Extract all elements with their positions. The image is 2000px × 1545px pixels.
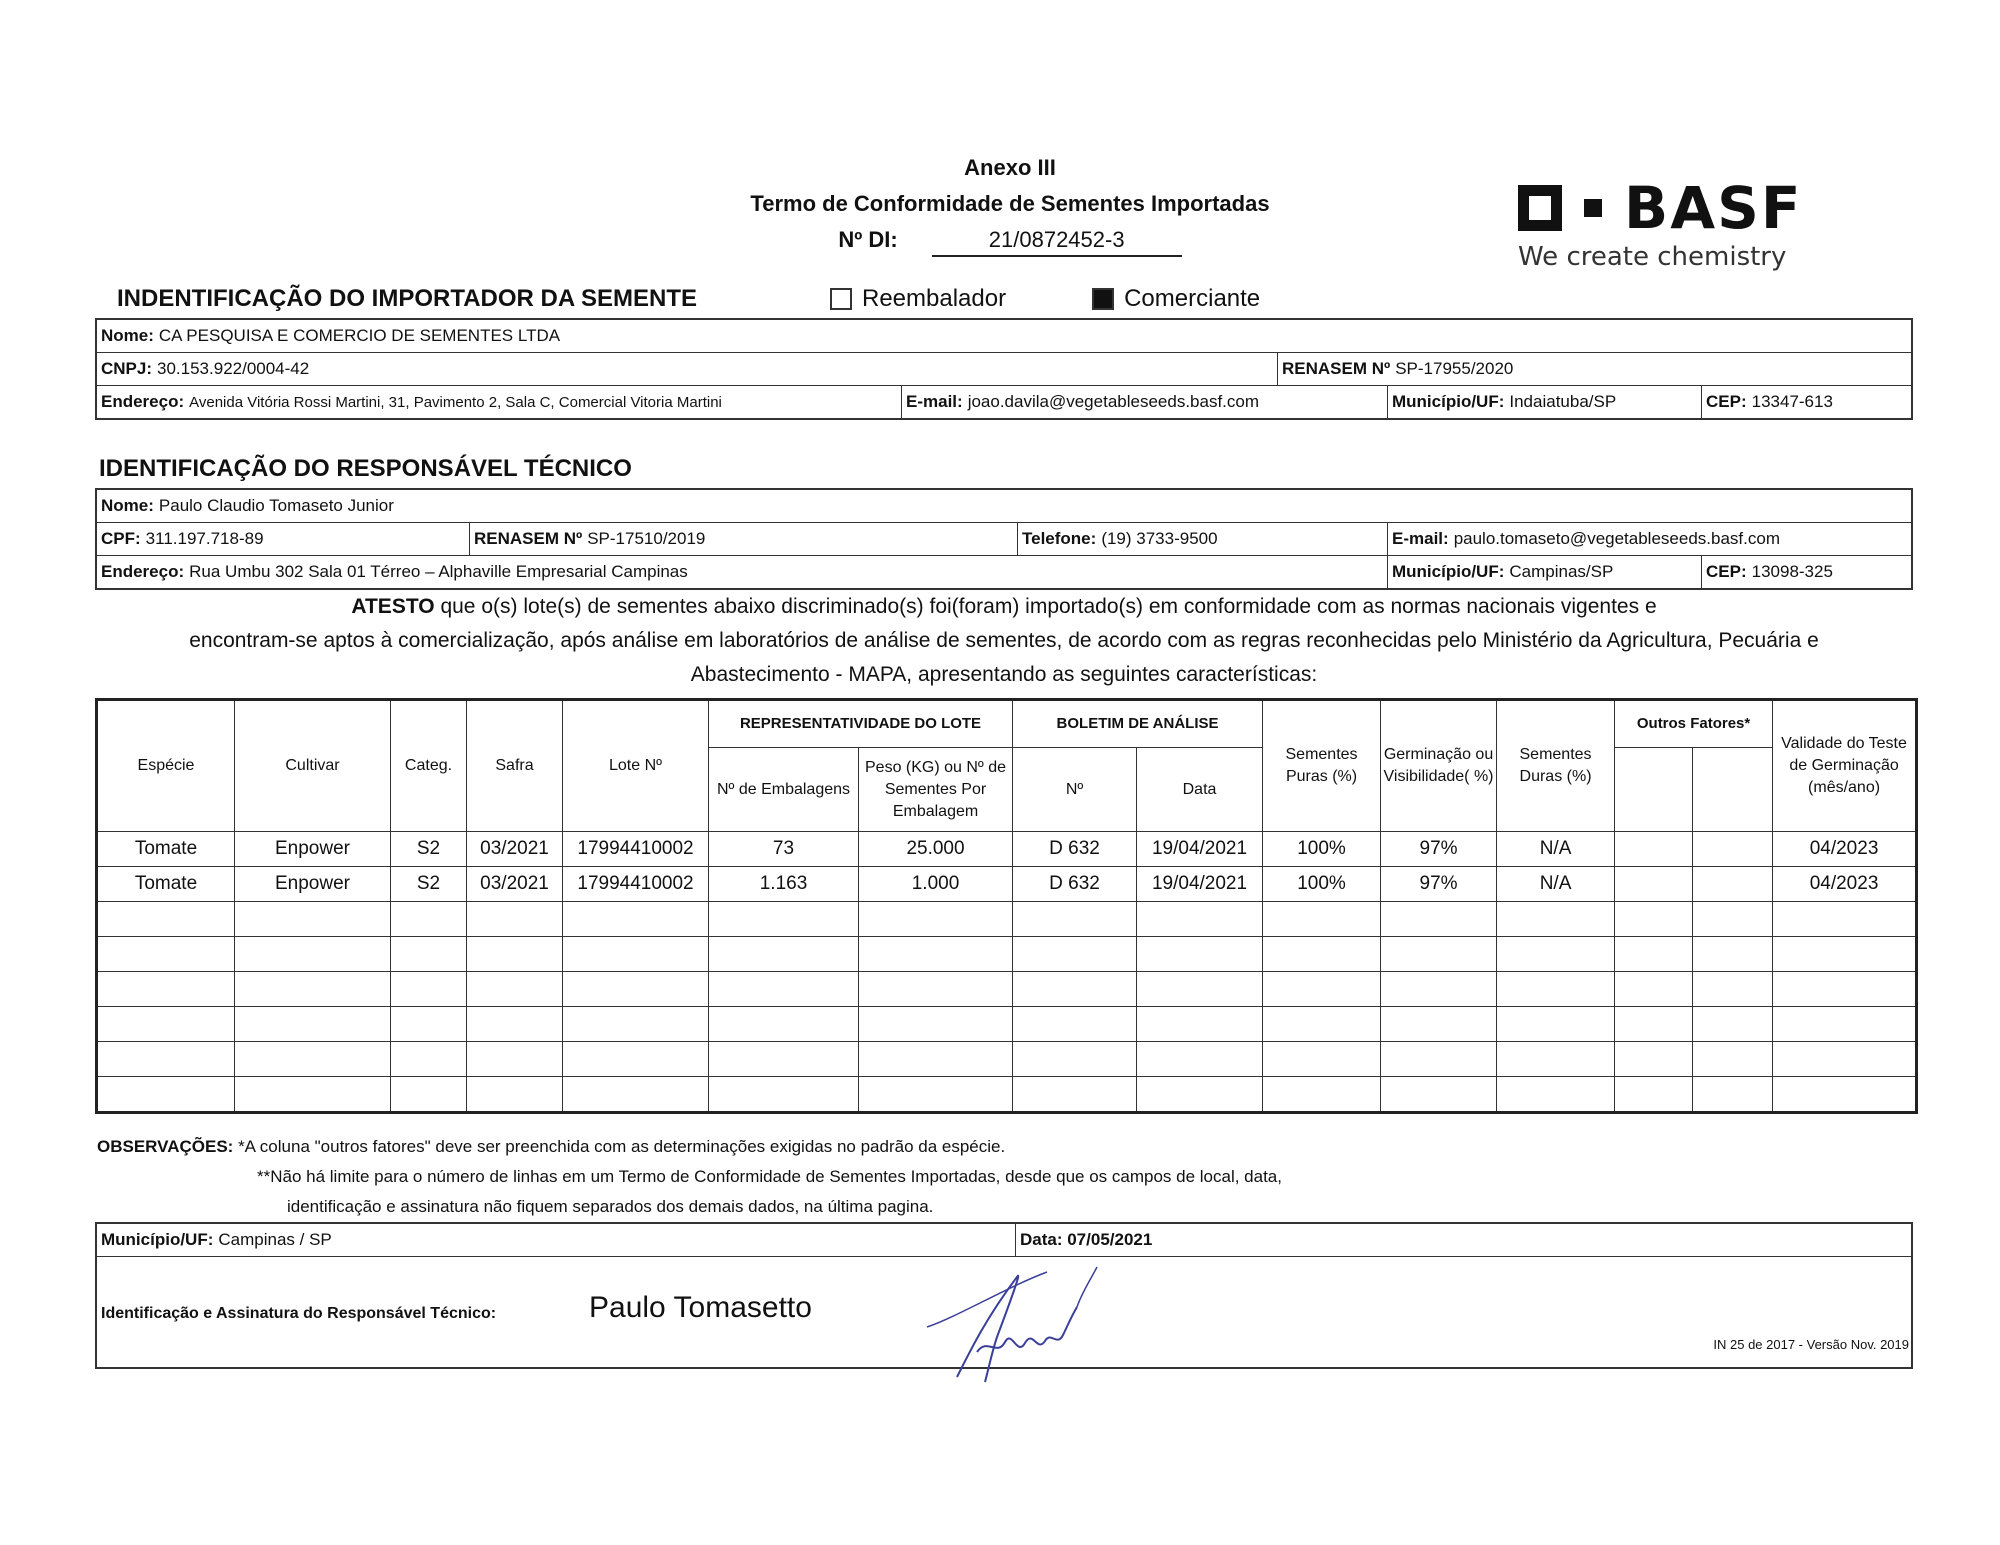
table-cell	[391, 1077, 467, 1113]
table-cell: 03/2021	[467, 832, 563, 867]
seed-lots-table	[95, 698, 1918, 1114]
responsible-address-row	[97, 556, 1911, 588]
table-cell	[1693, 972, 1773, 1007]
di-value: 21/0872452-3	[932, 225, 1182, 257]
table-cell	[1615, 867, 1693, 902]
table-cell: 1.163	[709, 867, 859, 902]
atesto-word: ATESTO	[351, 595, 435, 618]
basf-dash-icon	[1584, 199, 1602, 217]
table-cell	[1013, 1077, 1137, 1113]
checkbox-empty-icon[interactable]	[830, 288, 852, 310]
table-cell	[391, 937, 467, 972]
importer-cnpj-row	[97, 353, 1911, 386]
table-cell	[97, 1007, 235, 1042]
option-reembalador-label: Reembalador	[862, 285, 1007, 312]
table-cell: Tomate	[97, 867, 235, 902]
importer-section-title: INDENTIFICAÇÃO DO IMPORTADOR DA SEMENTE	[117, 285, 697, 312]
table-cell	[467, 972, 563, 1007]
table-cell	[235, 902, 391, 937]
responsible-contact-row	[97, 523, 1911, 556]
table-cell	[235, 972, 391, 1007]
table-cell	[467, 1077, 563, 1113]
table-cell: S2	[391, 832, 467, 867]
responsible-address-cell	[97, 556, 1387, 588]
table-cell	[1137, 972, 1263, 1007]
table-cell	[859, 1077, 1013, 1113]
responsible-name-label: Nome:	[101, 496, 154, 515]
table-cell	[859, 972, 1013, 1007]
table-cell	[1693, 902, 1773, 937]
table-cell	[1773, 1042, 1917, 1077]
table-row	[97, 937, 1917, 972]
importer-cep-cell	[1701, 386, 1911, 418]
annex-title: Anexo III	[964, 155, 1056, 180]
responsible-name-cell	[97, 490, 1911, 522]
table-cell	[1381, 972, 1497, 1007]
basf-square-icon	[1518, 185, 1562, 231]
col-validade: Validade do Teste de Germinação (mês/ano)	[1773, 700, 1917, 832]
table-cell	[235, 1042, 391, 1077]
table-cell	[97, 937, 235, 972]
responsible-email-cell	[1387, 523, 1911, 555]
di-label: Nº DI:	[838, 227, 898, 252]
table-cell	[391, 1042, 467, 1077]
table-cell	[1381, 1042, 1497, 1077]
handwritten-signature-icon	[917, 1257, 1117, 1397]
responsible-cpf-label: CPF:	[101, 529, 141, 548]
table-cell	[235, 1007, 391, 1042]
table-cell: D 632	[1013, 832, 1137, 867]
table-cell	[1615, 1007, 1693, 1042]
table-cell	[1693, 1042, 1773, 1077]
importer-form	[95, 318, 1913, 420]
observacoes	[97, 1132, 1282, 1222]
table-cell: 19/04/2021	[1137, 867, 1263, 902]
table-cell: N/A	[1497, 867, 1615, 902]
importer-cep-label: CEP:	[1706, 392, 1747, 411]
table-cell: 97%	[1381, 832, 1497, 867]
table-cell	[1263, 1077, 1381, 1113]
col-cultivar: Cultivar	[235, 700, 391, 832]
table-cell	[1263, 902, 1381, 937]
table-cell: 19/04/2021	[1137, 832, 1263, 867]
table-cell	[391, 902, 467, 937]
table-cell	[859, 1042, 1013, 1077]
table-cell	[709, 972, 859, 1007]
table-cell	[1615, 1077, 1693, 1113]
responsible-cpf-value: 311.197.718-89	[145, 529, 264, 548]
footer-municipio-value: Campinas / SP	[218, 1230, 332, 1249]
col-lote: Lote Nº	[563, 700, 709, 832]
importer-email-label: E-mail:	[906, 392, 963, 411]
importer-cnpj-label: CNPJ:	[101, 359, 153, 378]
table-cell	[1381, 1077, 1497, 1113]
table-row	[97, 972, 1917, 1007]
table-cell	[1497, 972, 1615, 1007]
footer-municipio-cell	[97, 1224, 1015, 1256]
document-header	[660, 150, 1360, 258]
col-group-representatividade: REPRESENTATIVIDADE DO LOTE	[709, 700, 1013, 748]
table-cell	[709, 1042, 859, 1077]
table-cell	[709, 1077, 859, 1113]
responsible-phone-cell	[1017, 523, 1387, 555]
importer-address-row	[97, 386, 1911, 418]
table-cell	[1497, 937, 1615, 972]
responsible-municipio-cell	[1387, 556, 1701, 588]
table-cell	[97, 972, 235, 1007]
table-cell	[1137, 1077, 1263, 1113]
col-embalagens: Nº de Embalagens	[709, 748, 859, 832]
table-cell	[1137, 1007, 1263, 1042]
table-cell	[709, 1007, 859, 1042]
col-outros-1	[1615, 748, 1693, 832]
table-cell	[859, 1007, 1013, 1042]
col-boletim-data: Data	[1137, 748, 1263, 832]
di-row	[660, 222, 1360, 258]
col-especie: Espécie	[97, 700, 235, 832]
importer-name-value: CA PESQUISA E COMERCIO DE SEMENTES LTDA	[158, 326, 561, 345]
table-cell: 1.000	[859, 867, 1013, 902]
table-cell	[1013, 972, 1137, 1007]
responsible-cep-label: CEP:	[1706, 562, 1747, 581]
table-cell	[1693, 1077, 1773, 1113]
importer-renasem-label: RENASEM Nº	[1282, 359, 1391, 378]
table-cell	[563, 1042, 709, 1077]
table-cell	[1773, 937, 1917, 972]
responsible-form	[95, 488, 1913, 590]
table-cell	[391, 972, 467, 1007]
obs-line-1-text: *A coluna "outros fatores" deve ser preenchida com as determinações exigidas no padrão da espécie.	[233, 1137, 1006, 1156]
table-cell	[1381, 1007, 1497, 1042]
importer-municipio-cell	[1387, 386, 1701, 418]
responsible-email-value: paulo.tomaseto@vegetableseeds.basf.com	[1453, 529, 1780, 548]
table-cell: Enpower	[235, 867, 391, 902]
option-reembalador[interactable]	[830, 285, 1006, 313]
responsible-email-label: E-mail:	[1392, 529, 1449, 548]
importer-municipio-value: Indaiatuba/SP	[1509, 392, 1617, 411]
table-cell	[1693, 867, 1773, 902]
table-cell	[1381, 937, 1497, 972]
importer-name-cell	[97, 320, 1911, 352]
responsible-address-value: Rua Umbu 302 Sala 01 Térreo – Alphaville Empresarial Campinas	[189, 562, 688, 581]
table-row	[97, 867, 1917, 902]
footer-municipio-label: Município/UF:	[101, 1230, 214, 1249]
option-comerciante[interactable]	[1092, 285, 1260, 313]
table-cell	[1615, 972, 1693, 1007]
atesto-line-2: encontram-se aptos à comercialização, após análise em laboratórios de análise de sementes, de acordo com as regras reconhecidas pelo Ministério da Agricultura, Pecuária e	[189, 629, 1819, 652]
importer-municipio-label: Município/UF:	[1392, 392, 1505, 411]
table-cell	[235, 937, 391, 972]
footer-location-row	[97, 1224, 1911, 1257]
table-cell	[1615, 902, 1693, 937]
importer-name-label: Nome:	[101, 326, 154, 345]
importer-email-value: joao.davila@vegetableseeds.basf.com	[967, 392, 1260, 411]
col-group-boletim: BOLETIM DE ANÁLISE	[1013, 700, 1263, 748]
obs-line-3: identificação e assinatura não fiquem separados dos demais dados, na última pagina.	[287, 1197, 934, 1216]
table-cell	[1263, 972, 1381, 1007]
table-cell	[1137, 937, 1263, 972]
table-row	[97, 832, 1917, 867]
table-cell	[467, 902, 563, 937]
atesto-line-1	[95, 590, 1913, 624]
signature-name: Paulo Tomasetto	[589, 1291, 812, 1324]
table-cell	[97, 1042, 235, 1077]
checkbox-checked-icon[interactable]	[1092, 288, 1114, 310]
importer-email-cell	[901, 386, 1387, 418]
col-group-outros: Outros Fatores*	[1615, 700, 1773, 748]
table-cell	[709, 937, 859, 972]
col-boletim-num: Nº	[1013, 748, 1137, 832]
table-cell	[1497, 1077, 1615, 1113]
table-cell	[1497, 902, 1615, 937]
responsible-cep-cell	[1701, 556, 1911, 588]
signature-area	[97, 1257, 1911, 1367]
table-cell	[1773, 972, 1917, 1007]
importer-address-value: Avenida Vitória Rossi Martini, 31, Pavimento 2, Sala C, Comercial Vitoria Martini	[189, 393, 722, 411]
table-cell	[1615, 832, 1693, 867]
table-cell	[1137, 902, 1263, 937]
obs-label: OBSERVAÇÕES:	[97, 1137, 234, 1156]
option-comerciante-label: Comerciante	[1124, 285, 1261, 312]
atesto-line-1-text: que o(s) lote(s) de sementes abaixo discriminado(s) foi(foram) importado(s) em conformidade com as normas nacionais vigentes e	[434, 595, 1657, 618]
table-cell	[1693, 1007, 1773, 1042]
table-cell: 04/2023	[1773, 867, 1917, 902]
table-cell	[1615, 1042, 1693, 1077]
table-cell	[1497, 1007, 1615, 1042]
table-cell: 04/2023	[1773, 832, 1917, 867]
table-cell	[467, 1007, 563, 1042]
importer-renasem-value: SP-17955/2020	[1395, 359, 1514, 378]
responsible-renasem-value: SP-17510/2019	[587, 529, 706, 548]
table-cell	[235, 1077, 391, 1113]
table-cell: S2	[391, 867, 467, 902]
table-cell	[1773, 1077, 1917, 1113]
table-row	[97, 1042, 1917, 1077]
col-peso: Peso (KG) ou Nº de Sementes Por Embalagem	[859, 748, 1013, 832]
table-cell: Enpower	[235, 832, 391, 867]
signature-label: Identificação e Assinatura do Responsável Técnico:	[101, 1305, 497, 1322]
table-cell	[563, 937, 709, 972]
importer-cep-value: 13347-613	[1751, 392, 1833, 411]
table-cell	[1013, 1042, 1137, 1077]
form-version: IN 25 de 2017 - Versão Nov. 2019	[1713, 1337, 1909, 1352]
atesto-line-3: Abastecimento - MAPA, apresentando as seguintes características:	[690, 663, 1318, 686]
table-cell: 03/2021	[467, 867, 563, 902]
atesto-statement	[95, 590, 1913, 692]
table-cell	[1773, 1007, 1917, 1042]
table-cell	[563, 1007, 709, 1042]
importer-address-label: Endereço:	[101, 392, 185, 411]
importer-renasem-cell	[1277, 353, 1911, 385]
importer-type-options	[830, 285, 1260, 313]
table-cell	[1693, 937, 1773, 972]
table-cell: Tomate	[97, 832, 235, 867]
table-cell: 100%	[1263, 832, 1381, 867]
table-cell: 73	[709, 832, 859, 867]
col-categ: Categ.	[391, 700, 467, 832]
responsible-cep-value: 13098-325	[1751, 562, 1833, 581]
table-cell	[97, 902, 235, 937]
table-cell	[1615, 937, 1693, 972]
table-cell	[709, 902, 859, 937]
table-cell: 97%	[1381, 867, 1497, 902]
table-cell: D 632	[1013, 867, 1137, 902]
table-cell: 17994410002	[563, 832, 709, 867]
basf-logo-mark	[1518, 174, 1848, 242]
table-cell	[1013, 937, 1137, 972]
responsible-address-label: Endereço:	[101, 562, 185, 581]
table-cell	[1013, 1007, 1137, 1042]
importer-address-cell	[97, 386, 901, 418]
responsible-section-title: IDENTIFICAÇÃO DO RESPONSÁVEL TÉCNICO	[99, 455, 632, 482]
table-cell	[1013, 902, 1137, 937]
table-cell: N/A	[1497, 832, 1615, 867]
table-cell	[563, 1077, 709, 1113]
col-outros-2	[1693, 748, 1773, 832]
obs-line-2: **Não há limite para o número de linhas em um Termo de Conformidade de Sementes Importadas, desde que os campos de local, data,	[257, 1167, 1282, 1186]
responsible-name-value: Paulo Claudio Tomaseto Junior	[158, 496, 394, 515]
responsible-cpf-cell	[97, 523, 469, 555]
table-cell	[1381, 902, 1497, 937]
table-cell	[1137, 1042, 1263, 1077]
table-cell: 17994410002	[563, 867, 709, 902]
table-cell	[563, 972, 709, 1007]
document-title: Termo de Conformidade de Sementes Importadas	[750, 191, 1270, 216]
table-cell	[1263, 1042, 1381, 1077]
table-cell	[391, 1007, 467, 1042]
basf-tagline: We create chemistry	[1518, 242, 1787, 272]
table-cell	[467, 937, 563, 972]
signature-block	[95, 1222, 1913, 1369]
footer-date-cell: Data: 07/05/2021	[1015, 1224, 1911, 1256]
table-cell	[467, 1042, 563, 1077]
table-cell	[1773, 902, 1917, 937]
basf-wordmark: BASF	[1624, 174, 1803, 242]
col-safra: Safra	[467, 700, 563, 832]
responsible-renasem-cell	[469, 523, 1017, 555]
col-duras: Sementes Duras (%)	[1497, 700, 1615, 832]
table-row	[97, 902, 1917, 937]
col-puras: Sementes Puras (%)	[1263, 700, 1381, 832]
importer-cnpj-value: 30.153.922/0004-42	[157, 359, 310, 378]
responsible-municipio-label: Município/UF:	[1392, 562, 1505, 581]
importer-cnpj-cell	[97, 353, 1277, 385]
responsible-phone-label: Telefone:	[1022, 529, 1097, 548]
table-cell: 100%	[1263, 867, 1381, 902]
table-row	[97, 1007, 1917, 1042]
responsible-renasem-label: RENASEM Nº	[474, 529, 583, 548]
table-cell	[1263, 1007, 1381, 1042]
table-cell	[97, 1077, 235, 1113]
responsible-municipio-value: Campinas/SP	[1509, 562, 1614, 581]
obs-line-1	[97, 1132, 1282, 1162]
table-cell	[859, 937, 1013, 972]
table-cell	[563, 902, 709, 937]
responsible-name-row	[97, 490, 1911, 523]
importer-name-row	[97, 320, 1911, 353]
table-row	[97, 1077, 1917, 1113]
table-cell	[859, 902, 1013, 937]
table-cell: 25.000	[859, 832, 1013, 867]
table-cell	[1263, 937, 1381, 972]
responsible-phone-value: (19) 3733-9500	[1101, 529, 1218, 548]
table-cell	[1693, 832, 1773, 867]
col-germinacao: Germinação ou Visibilidade( %)	[1381, 700, 1497, 832]
basf-logo	[1518, 174, 1848, 272]
table-cell	[1497, 1042, 1615, 1077]
